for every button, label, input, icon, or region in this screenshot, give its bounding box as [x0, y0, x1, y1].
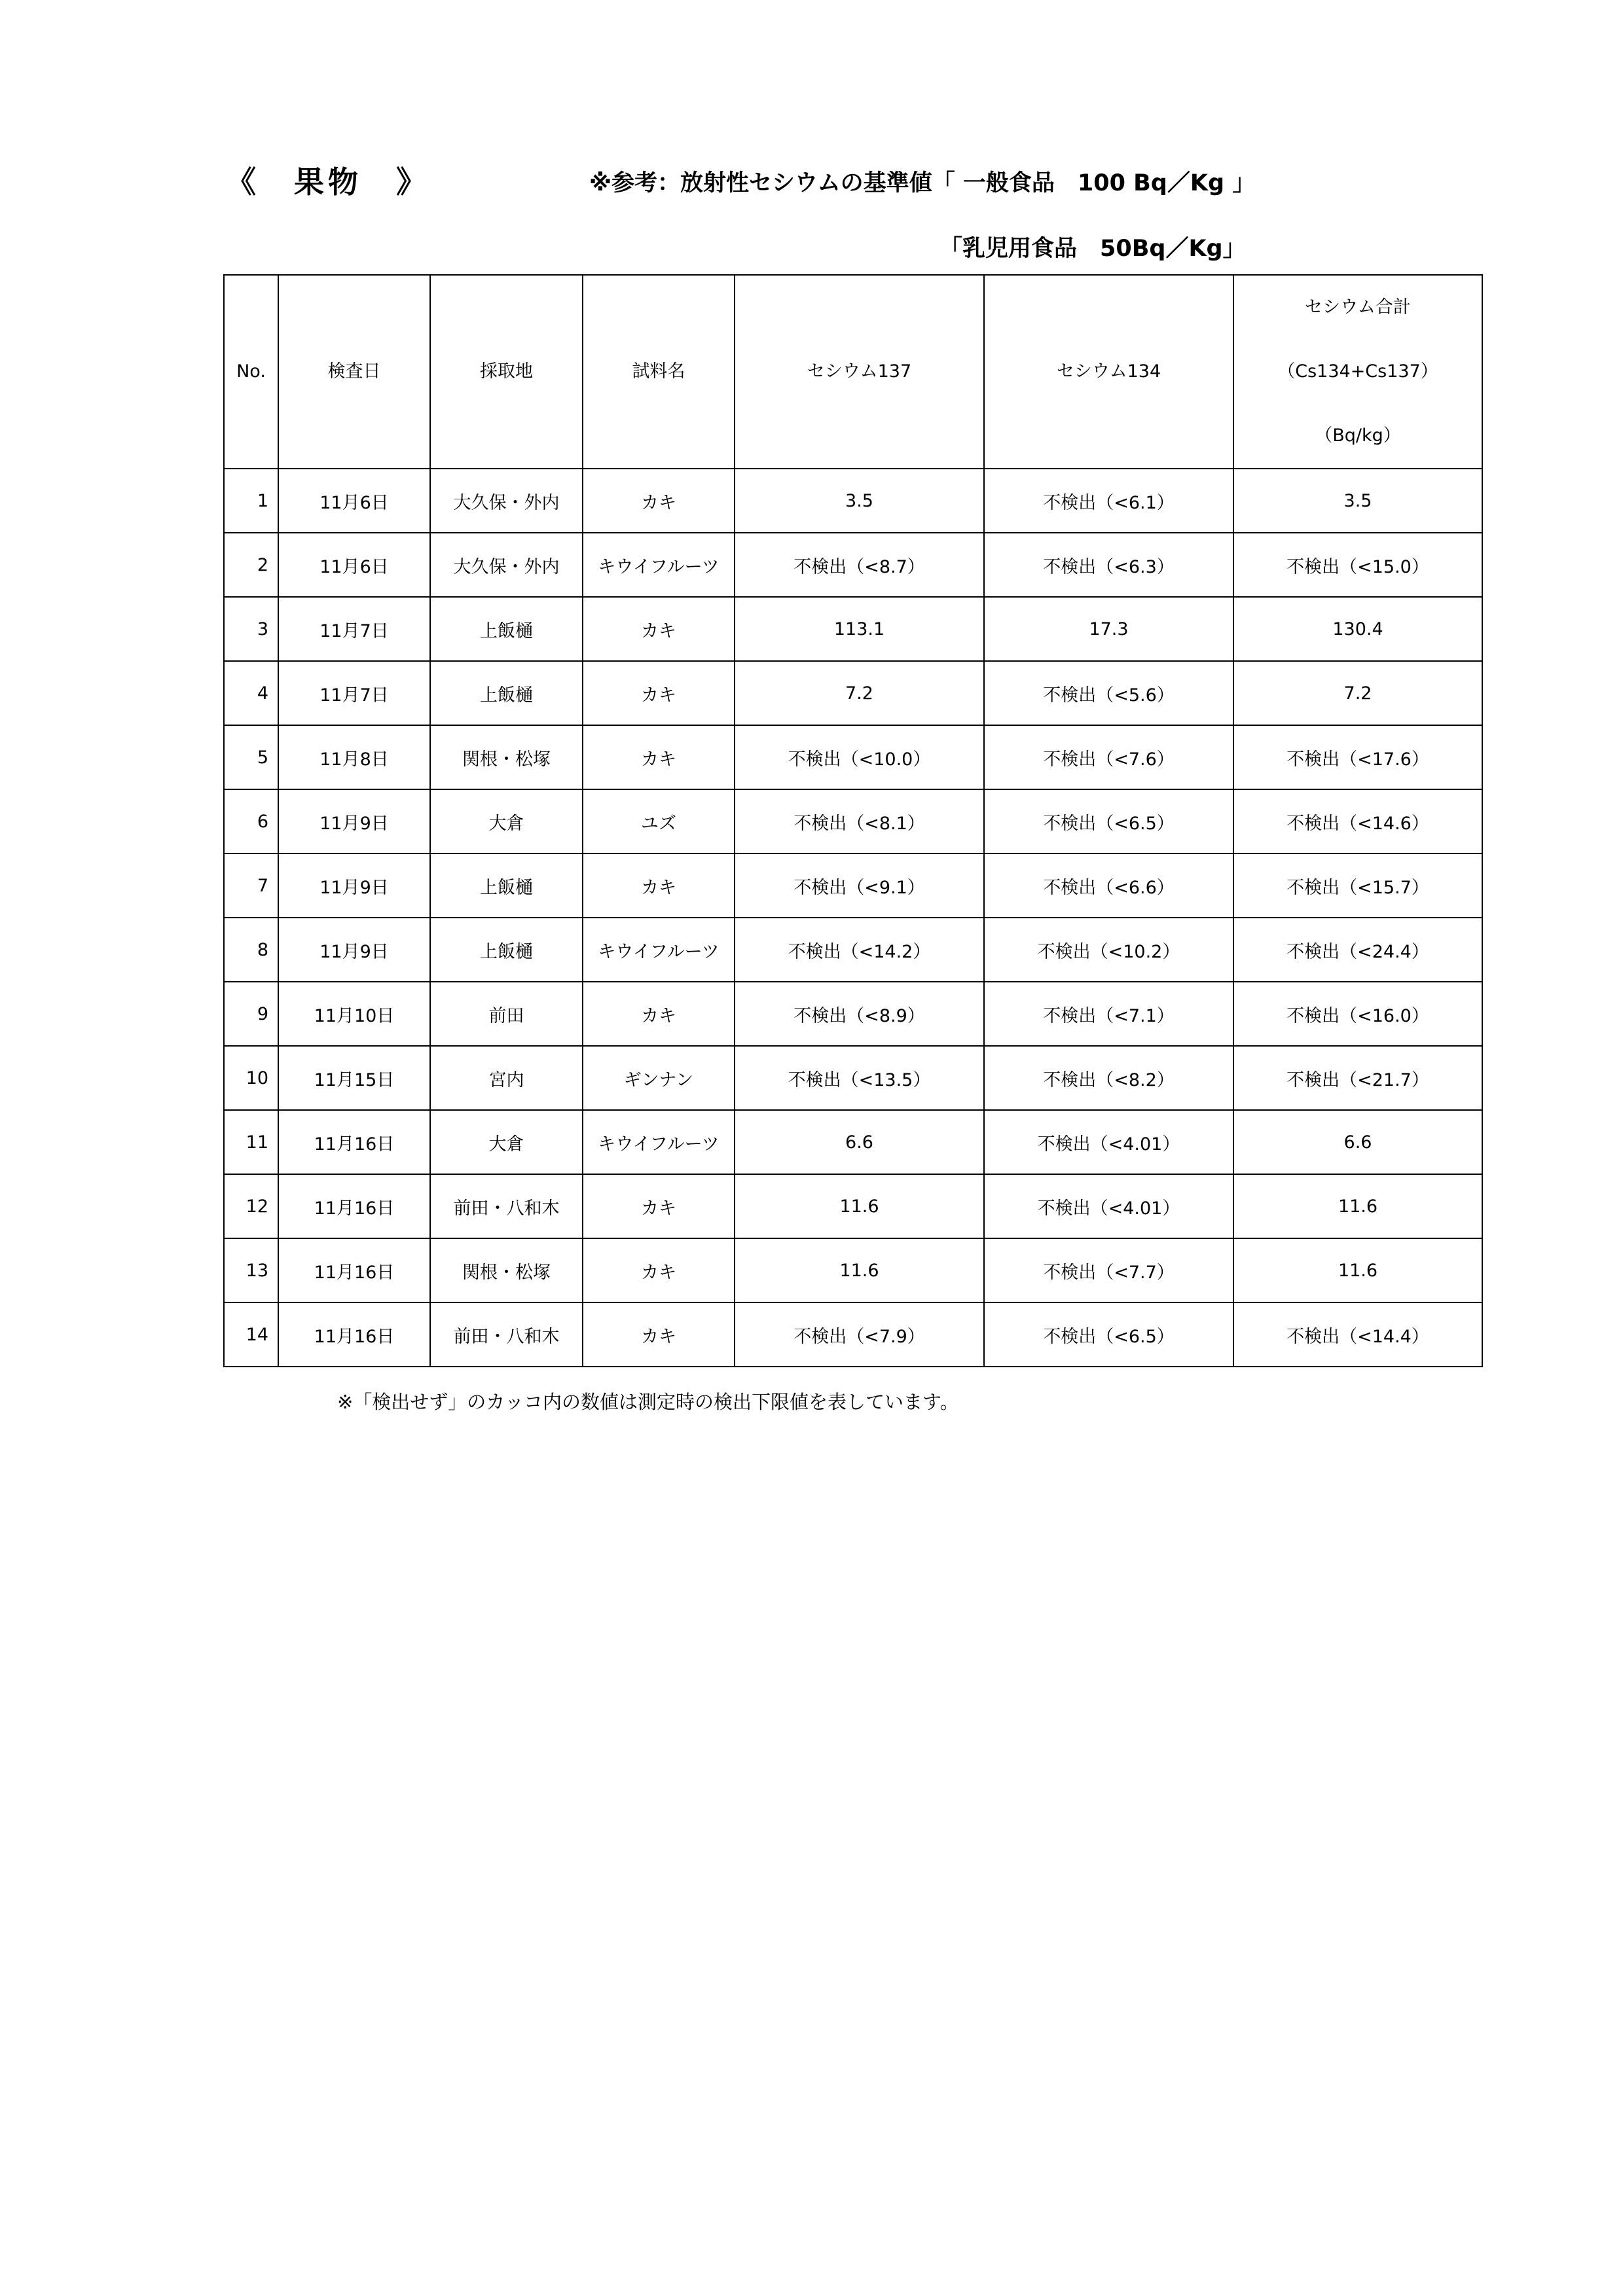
- cell-cesium-134: 不検出（<6.3）: [984, 533, 1233, 597]
- header-cesium-total-line3: （Bq/kg）: [1315, 425, 1401, 446]
- cell-sample-name: カキ: [583, 982, 735, 1046]
- cell-cesium-total: 11.6: [1233, 1238, 1482, 1302]
- cell-cesium-134: 不検出（<5.6）: [984, 661, 1233, 725]
- cell-no: 1: [224, 469, 278, 533]
- cell-sampling-location: 大久保・外内: [430, 533, 583, 597]
- cell-sampling-location: 前田: [430, 982, 583, 1046]
- cell-cesium-total: 不検出（<24.4）: [1233, 918, 1482, 982]
- cell-cesium-total: 不検出（<21.7）: [1233, 1046, 1482, 1110]
- cell-sample-name: カキ: [583, 725, 735, 789]
- cell-cesium-total: 不検出（<14.4）: [1233, 1302, 1482, 1367]
- table-row: [224, 1174, 1482, 1238]
- header-cesium-total-line1: セシウム合計: [1305, 297, 1411, 317]
- cell-inspection-date: 11月9日: [278, 853, 430, 918]
- cesium-results-table: [223, 274, 1483, 1367]
- cell-cesium-137: 不検出（<14.2）: [735, 918, 984, 982]
- table-row: [224, 597, 1482, 661]
- cell-cesium-137: 3.5: [735, 469, 984, 533]
- reference-note-infant-food: 「乳児用食品 50Bq／Kg」: [939, 236, 1246, 262]
- cell-inspection-date: 11月16日: [278, 1174, 430, 1238]
- cell-cesium-total: 不検出（<17.6）: [1233, 725, 1482, 789]
- cell-inspection-date: 11月9日: [278, 789, 430, 853]
- table-row: [224, 918, 1482, 982]
- cell-sampling-location: 大倉: [430, 789, 583, 853]
- cell-inspection-date: 11月16日: [278, 1238, 430, 1302]
- cell-sample-name: ギンナン: [583, 1046, 735, 1110]
- cell-cesium-137: 11.6: [735, 1174, 984, 1238]
- cell-cesium-137: 不検出（<9.1）: [735, 853, 984, 918]
- cell-sampling-location: 関根・松塚: [430, 725, 583, 789]
- table-row: [224, 1110, 1482, 1174]
- cell-cesium-137: 不検出（<8.1）: [735, 789, 984, 853]
- cell-cesium-137: 不検出（<8.9）: [735, 982, 984, 1046]
- cell-sample-name: ユズ: [583, 789, 735, 853]
- cell-sampling-location: 関根・松塚: [430, 1238, 583, 1302]
- table-row: [224, 789, 1482, 853]
- cell-sample-name: カキ: [583, 661, 735, 725]
- table-row: [224, 1238, 1482, 1302]
- cell-sampling-location: 上飯樋: [430, 597, 583, 661]
- cell-no: 11: [224, 1110, 278, 1174]
- cell-cesium-total: 11.6: [1233, 1174, 1482, 1238]
- cell-inspection-date: 11月7日: [278, 661, 430, 725]
- cell-cesium-total: 不検出（<15.0）: [1233, 533, 1482, 597]
- cell-inspection-date: 11月16日: [278, 1302, 430, 1367]
- cell-sample-name: カキ: [583, 1238, 735, 1302]
- cell-cesium-total: 不検出（<14.6）: [1233, 789, 1482, 853]
- cell-cesium-137: 113.1: [735, 597, 984, 661]
- cell-inspection-date: 11月15日: [278, 1046, 430, 1110]
- cell-cesium-134: 17.3: [984, 597, 1233, 661]
- table-row: [224, 853, 1482, 918]
- cell-cesium-134: 不検出（<6.5）: [984, 1302, 1233, 1367]
- cell-no: 14: [224, 1302, 278, 1367]
- header-no: No.: [224, 275, 278, 469]
- cell-sample-name: カキ: [583, 469, 735, 533]
- cell-sampling-location: 上飯樋: [430, 661, 583, 725]
- cell-sampling-location: 大久保・外内: [430, 469, 583, 533]
- cell-no: 10: [224, 1046, 278, 1110]
- cell-sampling-location: 上飯樋: [430, 918, 583, 982]
- cell-cesium-137: 不検出（<13.5）: [735, 1046, 984, 1110]
- cell-sample-name: カキ: [583, 597, 735, 661]
- cell-cesium-137: 11.6: [735, 1238, 984, 1302]
- cell-cesium-total: 3.5: [1233, 469, 1482, 533]
- header-cesium-137: セシウム137: [735, 275, 984, 469]
- footnote: ※「検出せず」のカッコ内の数値は測定時の検出下限値を表しています。: [337, 1391, 959, 1413]
- cell-cesium-134: 不検出（<8.2）: [984, 1046, 1233, 1110]
- cell-no: 13: [224, 1238, 278, 1302]
- reference-note-general-food: ※参考：放射性セシウムの基準値「 一般食品 100 Bq／Kg 」: [589, 170, 1256, 196]
- cell-sampling-location: 宮内: [430, 1046, 583, 1110]
- cell-cesium-137: 7.2: [735, 661, 984, 725]
- cell-sample-name: キウイフルーツ: [583, 533, 735, 597]
- table-row: [224, 1046, 1482, 1110]
- cell-inspection-date: 11月8日: [278, 725, 430, 789]
- cell-cesium-134: 不検出（<4.01）: [984, 1174, 1233, 1238]
- cell-no: 4: [224, 661, 278, 725]
- cell-cesium-134: 不検出（<6.1）: [984, 469, 1233, 533]
- cell-sample-name: カキ: [583, 853, 735, 918]
- cell-cesium-134: 不検出（<7.1）: [984, 982, 1233, 1046]
- cell-cesium-134: 不検出（<7.7）: [984, 1238, 1233, 1302]
- cell-cesium-134: 不検出（<4.01）: [984, 1110, 1233, 1174]
- cell-no: 6: [224, 789, 278, 853]
- header-sample-name: 試料名: [583, 275, 735, 469]
- table-row: [224, 1302, 1482, 1367]
- cell-inspection-date: 11月7日: [278, 597, 430, 661]
- cell-cesium-137: 不検出（<10.0）: [735, 725, 984, 789]
- table-row: [224, 533, 1482, 597]
- header-sampling-location: 採取地: [430, 275, 583, 469]
- cell-sampling-location: 前田・八和木: [430, 1174, 583, 1238]
- cell-cesium-134: 不検出（<7.6）: [984, 725, 1233, 789]
- cell-no: 3: [224, 597, 278, 661]
- cell-sample-name: カキ: [583, 1174, 735, 1238]
- table-header-row: [224, 275, 1482, 469]
- cell-cesium-134: 不検出（<6.5）: [984, 789, 1233, 853]
- cell-no: 7: [224, 853, 278, 918]
- cell-inspection-date: 11月6日: [278, 533, 430, 597]
- header-cesium-134: セシウム134: [984, 275, 1233, 469]
- table-row: [224, 661, 1482, 725]
- cell-no: 8: [224, 918, 278, 982]
- cell-no: 12: [224, 1174, 278, 1238]
- cell-inspection-date: 11月16日: [278, 1110, 430, 1174]
- cell-no: 5: [224, 725, 278, 789]
- cell-cesium-134: 不検出（<6.6）: [984, 853, 1233, 918]
- table-row: [224, 725, 1482, 789]
- cell-inspection-date: 11月6日: [278, 469, 430, 533]
- table-body: [224, 469, 1482, 1367]
- cell-no: 9: [224, 982, 278, 1046]
- header-cesium-total: [1233, 275, 1482, 469]
- cell-cesium-134: 不検出（<10.2）: [984, 918, 1233, 982]
- cell-sample-name: キウイフルーツ: [583, 918, 735, 982]
- table-row: [224, 982, 1482, 1046]
- page-title: 《 果物 》: [226, 164, 430, 200]
- cell-cesium-137: 不検出（<7.9）: [735, 1302, 984, 1367]
- cell-cesium-137: 6.6: [735, 1110, 984, 1174]
- cell-sampling-location: 前田・八和木: [430, 1302, 583, 1367]
- cell-cesium-total: 不検出（<15.7）: [1233, 853, 1482, 918]
- cell-sampling-location: 大倉: [430, 1110, 583, 1174]
- cell-sampling-location: 上飯樋: [430, 853, 583, 918]
- cell-cesium-total: 6.6: [1233, 1110, 1482, 1174]
- cell-cesium-total: 不検出（<16.0）: [1233, 982, 1482, 1046]
- cell-inspection-date: 11月10日: [278, 982, 430, 1046]
- cell-sample-name: カキ: [583, 1302, 735, 1367]
- header-inspection-date: 検査日: [278, 275, 430, 469]
- cell-sample-name: キウイフルーツ: [583, 1110, 735, 1174]
- header-cesium-total-line2: （Cs134+Cs137）: [1277, 361, 1438, 382]
- cell-cesium-total: 7.2: [1233, 661, 1482, 725]
- table-row: [224, 469, 1482, 533]
- cell-inspection-date: 11月9日: [278, 918, 430, 982]
- cell-no: 2: [224, 533, 278, 597]
- cell-cesium-137: 不検出（<8.7）: [735, 533, 984, 597]
- cell-cesium-total: 130.4: [1233, 597, 1482, 661]
